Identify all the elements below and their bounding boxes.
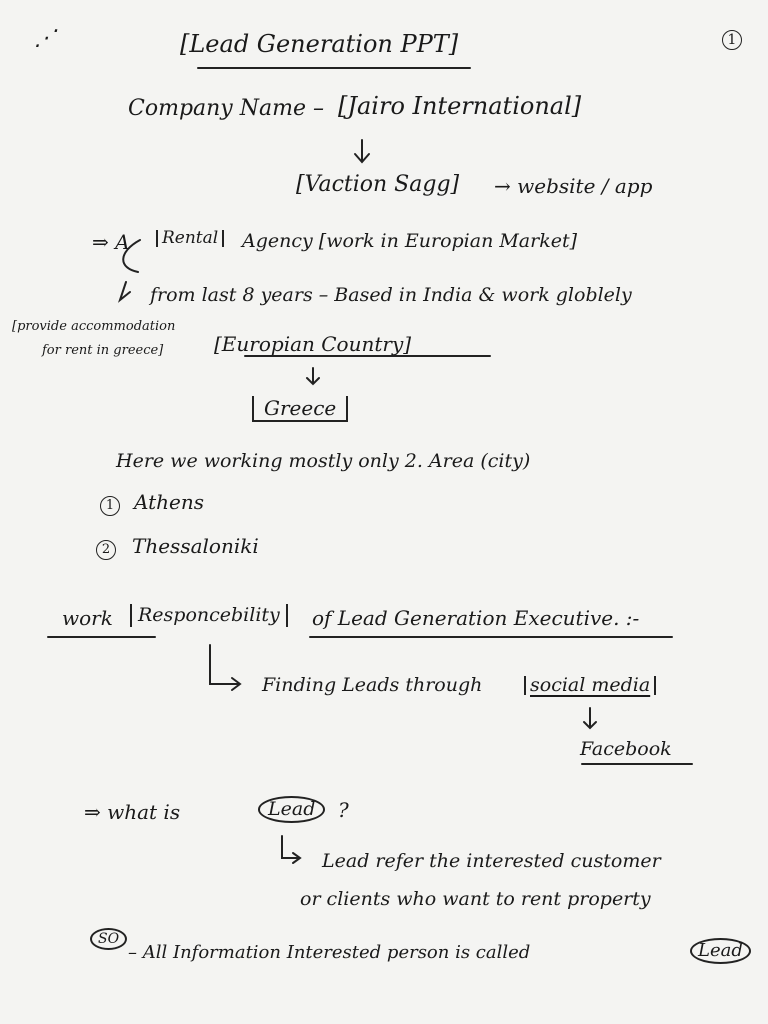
brand-name: [Vaction Sagg]	[296, 172, 460, 197]
side-note-line2: for rent in greece]	[42, 343, 164, 358]
european-country: [Europian Country]	[214, 332, 412, 356]
down-arrow-to-greece	[307, 368, 319, 384]
company-name: [Jairo International]	[338, 92, 582, 120]
finding-leads: Finding Leads through	[262, 674, 483, 696]
company-label: Company Name –	[128, 96, 324, 121]
so-tag: SO	[90, 928, 127, 950]
elbow-arrow-finding	[210, 645, 240, 690]
responsibility-box: Responcebility	[130, 604, 288, 627]
lead-answer-line2: or clients who want to rent property	[300, 888, 651, 910]
side-note-line1: [provide accommodation	[12, 319, 176, 334]
corner-scribble: ⋰	[34, 26, 56, 51]
rental-box: Rental	[156, 230, 224, 247]
brand-target: → website / app	[494, 174, 653, 198]
area-number: 1	[100, 496, 120, 516]
area-item-thessaloniki	[96, 536, 259, 560]
lead-circled-final: Lead	[690, 938, 751, 964]
area-name: Thessaloniki	[132, 534, 259, 558]
responsibility-heading-post: of Lead Generation Executive. :-	[312, 606, 640, 630]
lead-question-mark: ?	[338, 798, 349, 822]
area-name: Athens	[134, 490, 204, 514]
page-title: [Lead Generation PPT]	[180, 30, 459, 58]
down-arrow-to-facebook	[584, 708, 596, 728]
lead-answer-line1: Lead refer the interested customer	[322, 850, 661, 872]
greece-box: Greece	[252, 396, 348, 422]
down-arrow-to-brand	[355, 140, 369, 162]
page-number: 1	[722, 30, 742, 50]
facebook-label: Facebook	[580, 738, 672, 760]
social-media-box: social media	[524, 676, 656, 695]
agency-history: from last 8 years – Based in India & work globlely	[150, 284, 632, 306]
summary-text: – All Information Interested person is called	[128, 942, 531, 963]
area-number: 2	[96, 540, 116, 560]
agency-description: Agency [work in Europian Market]	[242, 230, 578, 252]
area-item-athens	[100, 492, 204, 516]
lead-circled: Lead	[258, 796, 325, 823]
areas-intro: Here we working mostly only 2. Area (city)	[116, 450, 531, 472]
responsibility-heading-pre: work	[62, 606, 113, 630]
agency-prefix: ⇒ A	[92, 230, 130, 254]
lead-question-prefix: ⇒ what is	[84, 800, 181, 824]
elbow-arrow-lead	[282, 836, 300, 863]
